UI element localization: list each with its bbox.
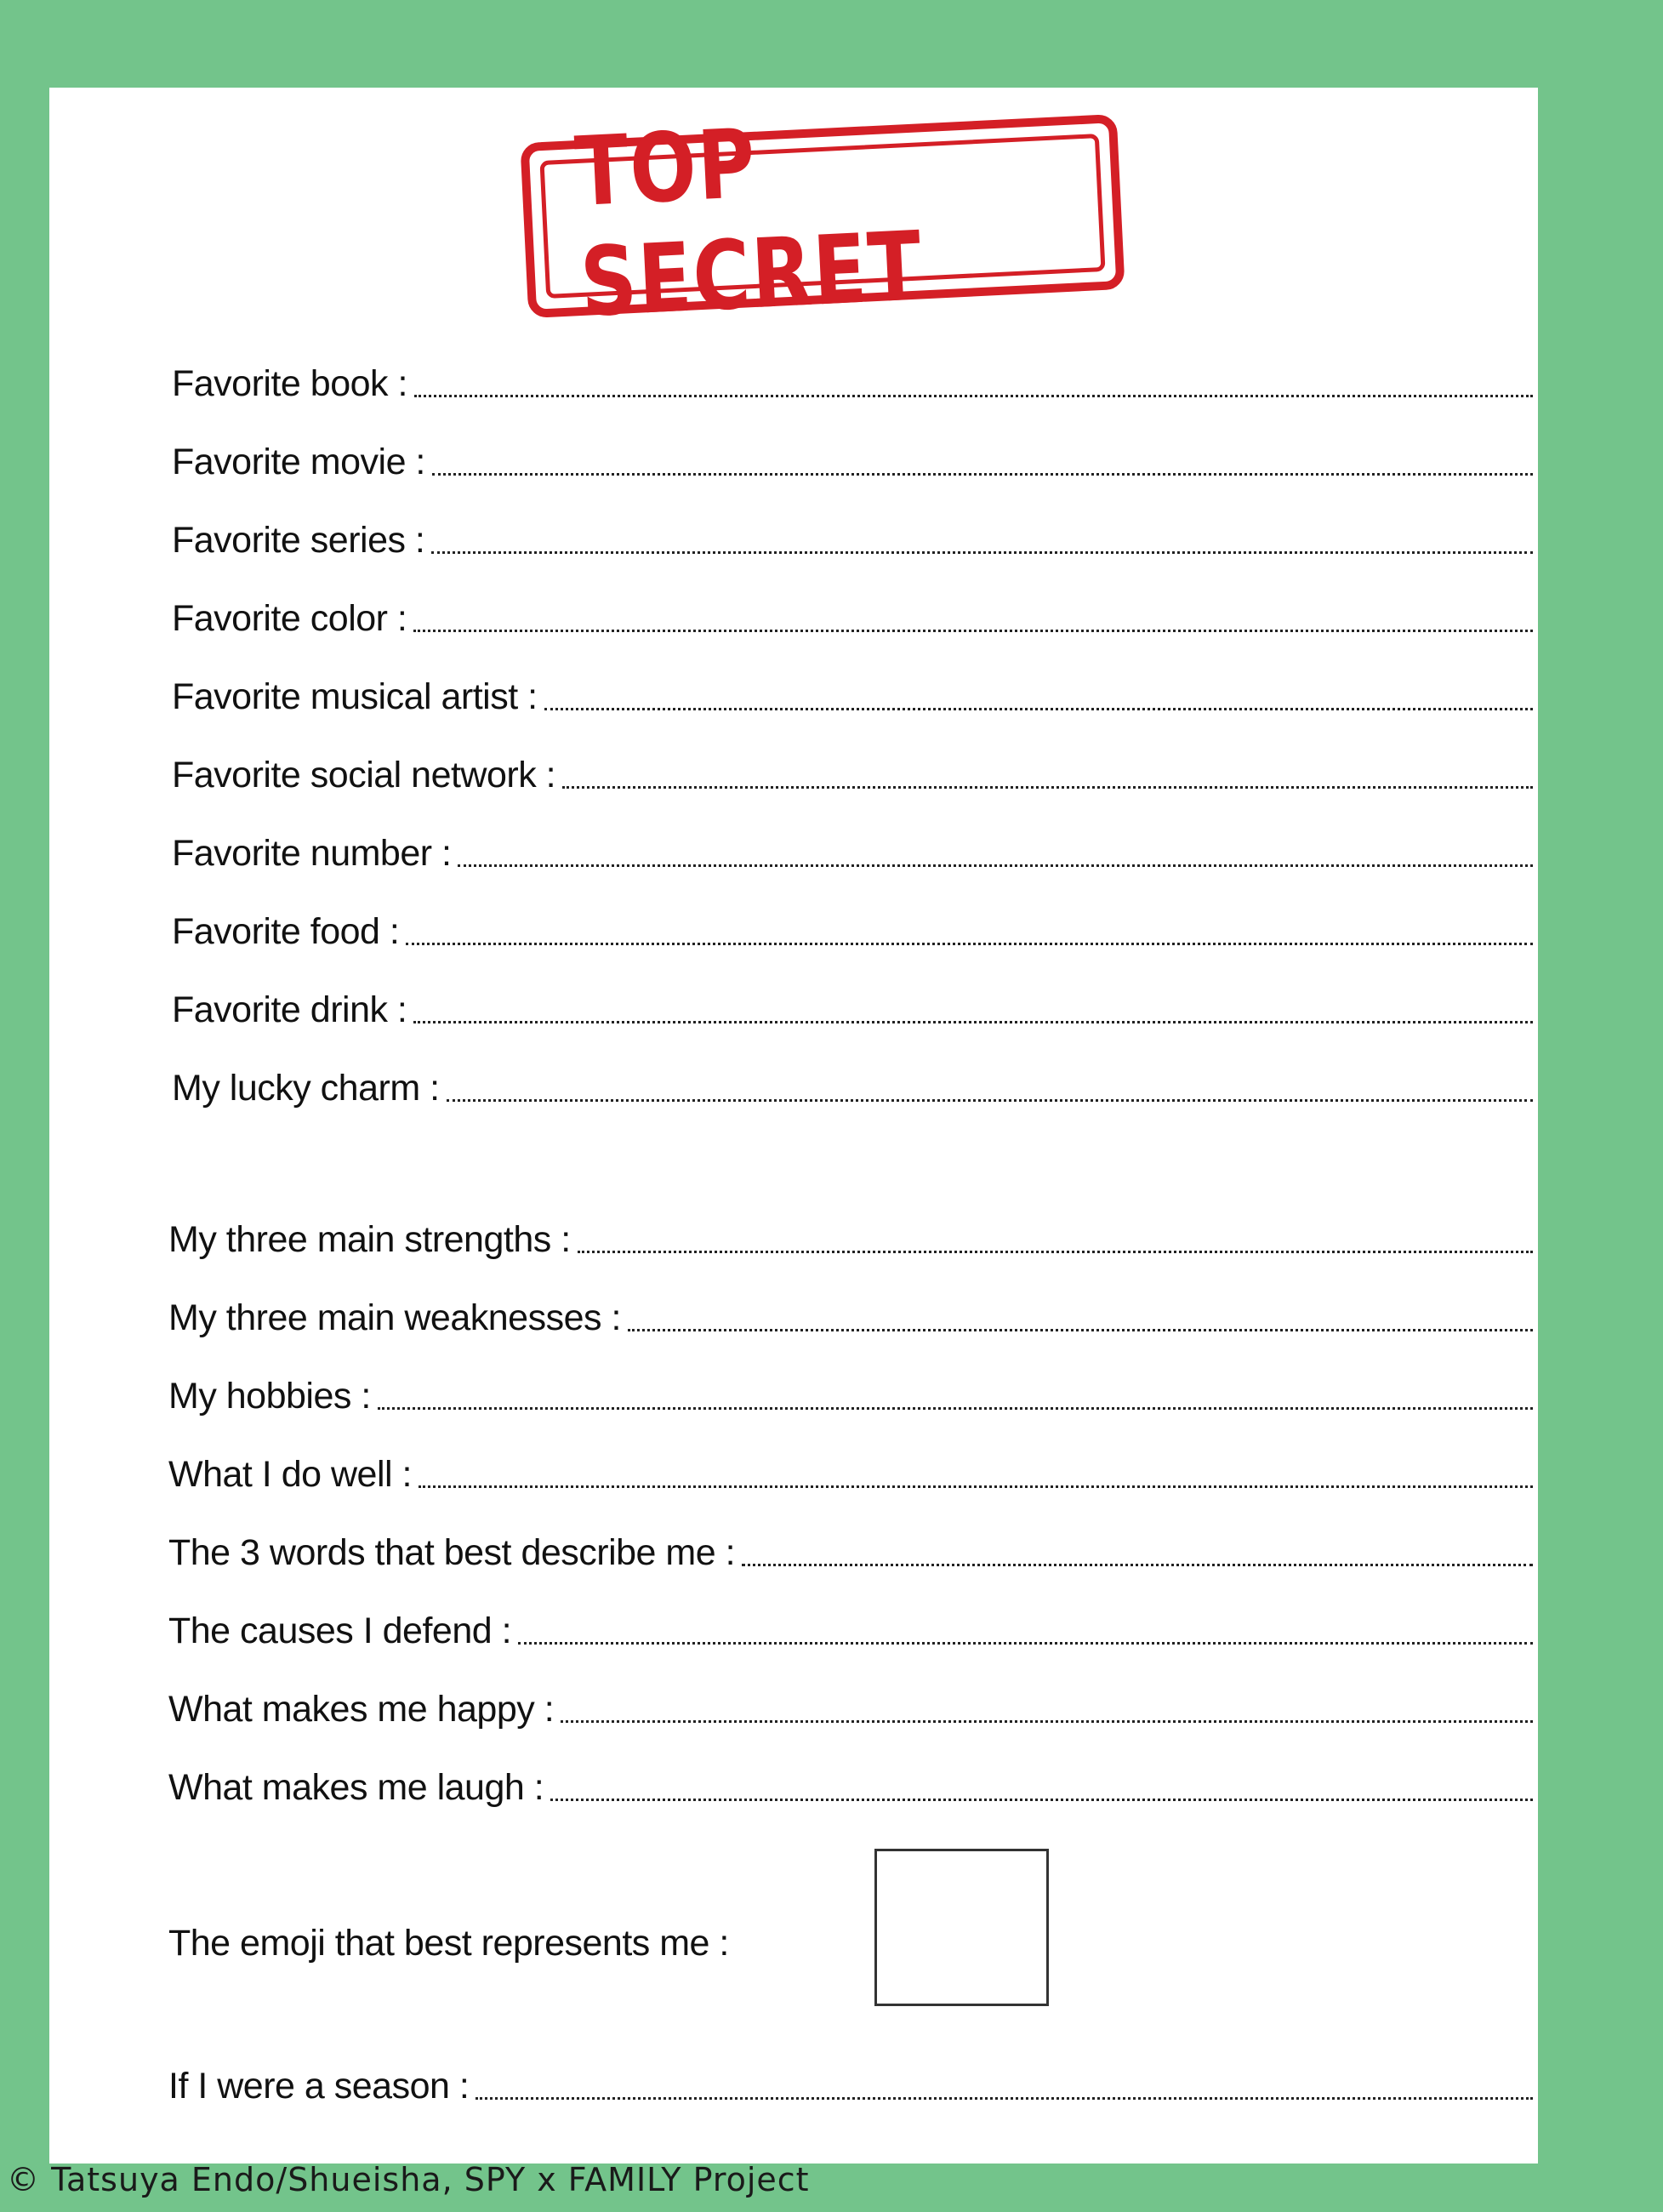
answer-line[interactable] [378, 1406, 1533, 1410]
field-season[interactable] [168, 2054, 1533, 2105]
field-label: Favorite movie : [172, 442, 425, 482]
field-label: What makes me laugh : [168, 1767, 544, 1808]
field-makes-me-laugh[interactable] [168, 1755, 1533, 1806]
field-favorite-food[interactable] [172, 899, 1533, 950]
field-makes-me-happy[interactable] [168, 1677, 1533, 1728]
field-label: Favorite drink : [172, 989, 407, 1030]
field-favorite-number[interactable] [172, 821, 1533, 872]
field-lucky-charm[interactable] [172, 1056, 1533, 1107]
field-favorite-movie[interactable] [172, 430, 1533, 481]
field-label: What I do well : [168, 1454, 412, 1495]
field-label: If I were a season : [168, 2066, 470, 2107]
copyright-notice: © Tatsuya Endo/Shueisha, SPY x FAMILY Project [7, 2161, 810, 2198]
field-label: What makes me happy : [168, 1689, 555, 1730]
stamp-text: TOP SECRET [572, 108, 925, 339]
field-label: My hobbies : [168, 1376, 371, 1417]
field-favorite-drink[interactable] [172, 978, 1533, 1029]
field-label: The emoji that best represents me : [168, 1923, 729, 1964]
answer-line[interactable] [518, 1641, 1533, 1645]
answer-line[interactable] [578, 1250, 1533, 1253]
answer-line[interactable] [414, 394, 1533, 397]
answer-line[interactable] [550, 1798, 1533, 1801]
answer-line[interactable] [458, 864, 1533, 867]
field-label: My three main strengths : [168, 1219, 571, 1260]
field-favorite-musical-artist[interactable] [172, 664, 1533, 715]
answer-line[interactable] [562, 785, 1533, 789]
field-label: The causes I defend : [168, 1611, 512, 1651]
field-favorite-book[interactable] [172, 351, 1533, 402]
field-label: My three main weaknesses : [168, 1297, 621, 1338]
field-favorite-social-network[interactable] [172, 743, 1533, 794]
emoji-box[interactable] [874, 1849, 1049, 2006]
answer-line[interactable] [413, 629, 1533, 632]
answer-line[interactable] [561, 1719, 1533, 1723]
field-label: Favorite musical artist : [172, 676, 538, 717]
field-label: My lucky charm : [172, 1068, 440, 1109]
field-weaknesses[interactable] [168, 1286, 1533, 1337]
answer-line[interactable] [419, 1485, 1533, 1488]
answer-line[interactable] [413, 1020, 1533, 1023]
field-favorite-color[interactable] [172, 586, 1533, 637]
field-label: Favorite food : [172, 911, 400, 952]
field-causes[interactable] [168, 1599, 1533, 1650]
field-hobbies[interactable] [168, 1364, 1533, 1415]
answer-line[interactable] [406, 942, 1533, 945]
field-label: Favorite color : [172, 598, 407, 639]
field-favorite-series[interactable] [172, 508, 1533, 559]
answer-line[interactable] [432, 472, 1533, 476]
top-secret-stamp [520, 108, 1125, 339]
field-label: The 3 words that best describe me : [168, 1532, 736, 1573]
answer-line[interactable] [447, 1098, 1533, 1102]
answer-line[interactable] [628, 1328, 1533, 1331]
field-label: Favorite number : [172, 833, 452, 874]
field-label: Favorite series : [172, 520, 425, 561]
answer-line[interactable] [476, 2096, 1533, 2100]
field-strengths[interactable] [168, 1207, 1533, 1258]
field-what-i-do-well[interactable] [168, 1442, 1533, 1493]
field-label: Favorite book : [172, 363, 407, 404]
field-three-words[interactable] [168, 1520, 1533, 1571]
answer-line[interactable] [431, 550, 1533, 554]
answer-line[interactable] [544, 707, 1533, 710]
field-label: Favorite social network : [172, 755, 556, 795]
answer-line[interactable] [742, 1563, 1533, 1566]
field-emoji [168, 1911, 866, 1962]
worksheet [49, 88, 1538, 2164]
